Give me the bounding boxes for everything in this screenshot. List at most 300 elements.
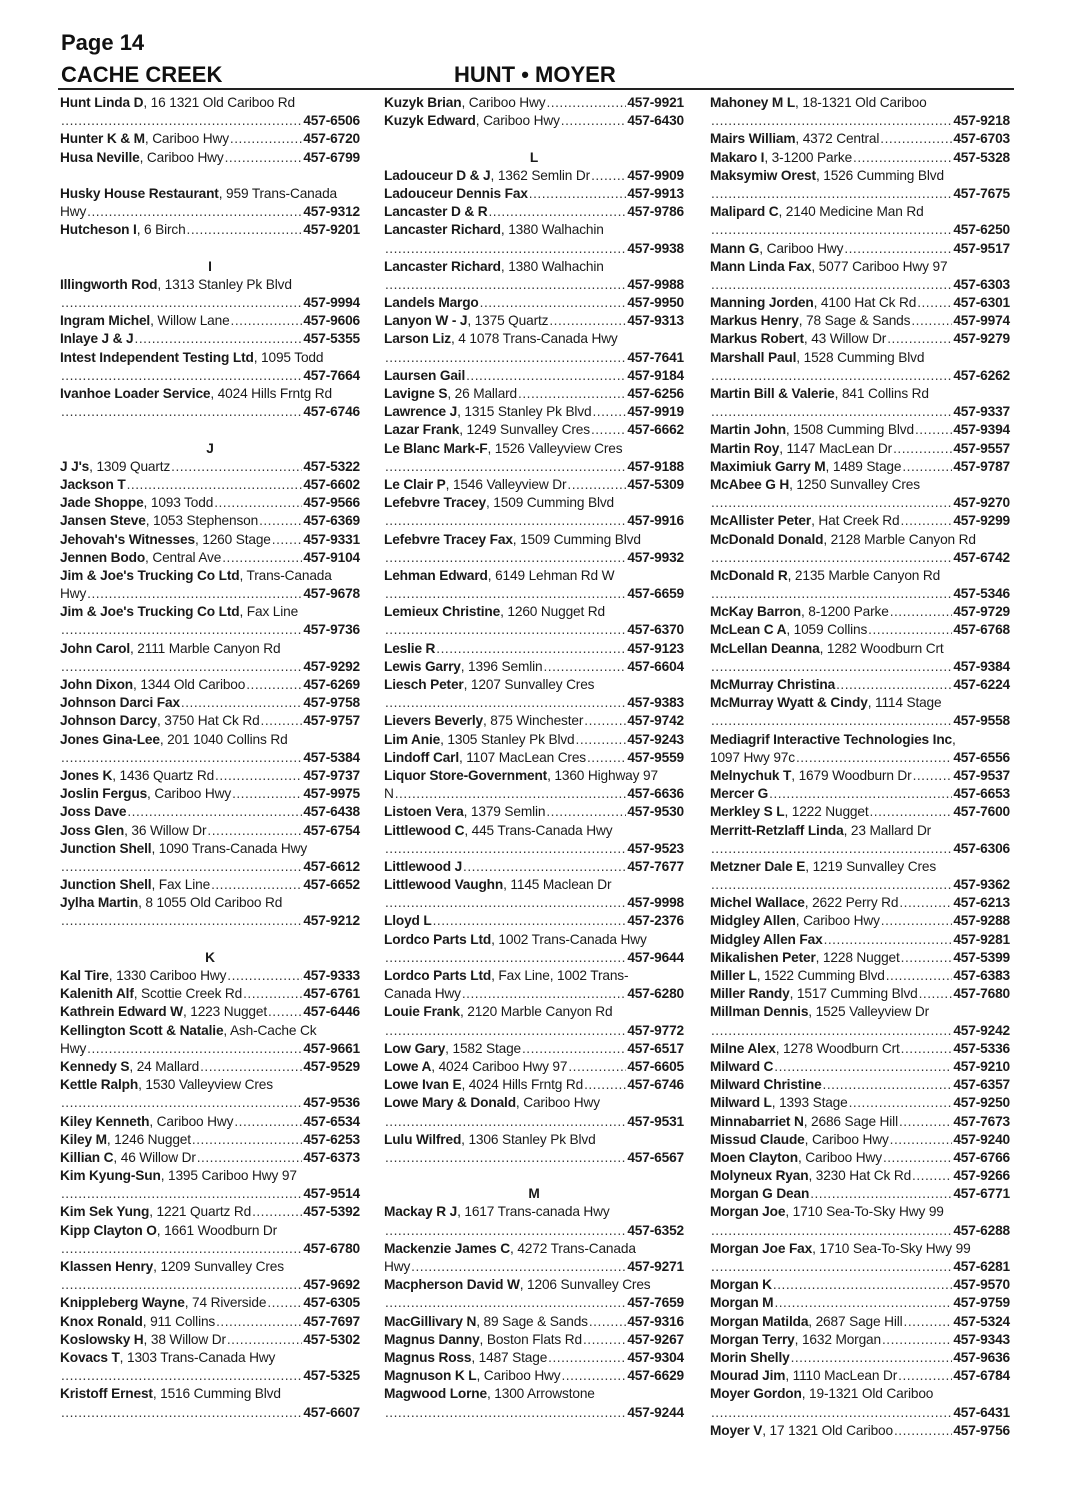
phone-number: 457-9661	[303, 1040, 360, 1056]
dot-leader	[227, 1331, 302, 1349]
dot-leader	[181, 694, 302, 712]
listing-address: , 1305 Stanley Pk Blvd	[440, 731, 575, 747]
dot-leader	[591, 167, 626, 185]
phone-number: 457-6602	[303, 476, 360, 492]
listing-text	[384, 367, 465, 385]
listing-continuation-line	[384, 694, 684, 712]
listing-entry	[60, 894, 360, 912]
phone-number: 457-9644	[627, 949, 684, 965]
dot-leader	[200, 1058, 302, 1076]
dot-leader	[518, 385, 626, 403]
dot-leader	[810, 1185, 952, 1203]
listing-text	[384, 1313, 588, 1331]
listing-address: , 1114 Stage	[867, 695, 942, 711]
listing-name: Magnus Ross	[384, 1349, 472, 1365]
dot-leader	[216, 1313, 302, 1331]
phone-number: 457-9921	[627, 95, 684, 110]
listing-name: Maximiuk Garry M	[710, 458, 826, 474]
listing-address: , 17 1321 Old Cariboo	[762, 1422, 893, 1438]
listing-entry	[60, 1149, 360, 1167]
listing-text	[710, 694, 941, 712]
listing-text	[60, 1331, 226, 1349]
listing-name: Liquor Store-Government	[384, 767, 548, 783]
listing-address: Hwy	[384, 1259, 411, 1274]
listing-address: , 2687 Sage Hill	[808, 1313, 903, 1329]
dot-leader	[385, 1113, 626, 1131]
phone-number: 457-7664	[303, 367, 360, 383]
dot-leader	[711, 221, 952, 239]
dot-leader	[261, 712, 303, 730]
listing-address: , 4372 Central	[795, 131, 880, 147]
listing-text	[710, 1422, 893, 1440]
dot-leader	[711, 403, 952, 421]
listing-text	[710, 912, 880, 930]
phone-number: 457-9271	[627, 1259, 684, 1274]
listing-text	[710, 931, 823, 949]
listing-name: Lowe A	[384, 1058, 432, 1074]
listing-address: , 1147 MacLean Dr	[779, 440, 893, 456]
phone-number: 457-9998	[627, 895, 684, 911]
listing-entry	[60, 312, 360, 330]
listing-name: Inlaye J & J	[60, 331, 134, 347]
phone-number: 457-6653	[953, 786, 1010, 802]
listing-text	[384, 712, 583, 730]
listing-continuation-line	[60, 367, 360, 385]
listing-name: McKay Barron	[710, 604, 801, 620]
phone-number: 457-9123	[627, 640, 684, 656]
listing-name: Martin Bill & Valerie	[710, 386, 835, 401]
listing-text	[384, 1058, 567, 1076]
listing-text	[60, 458, 170, 476]
listing-entry	[710, 767, 1010, 785]
listing-name: Merkley S L	[710, 804, 785, 820]
listing-text	[384, 403, 591, 421]
listing-address: , 1309 Quartz	[89, 458, 171, 474]
phone-number: 457-7697	[303, 1313, 360, 1329]
phone-number: 457-7641	[627, 349, 684, 365]
listing-continuation-line	[384, 1294, 684, 1312]
listing-continuation-line	[710, 1222, 1010, 1240]
listing-entry	[710, 1276, 1010, 1294]
phone-number: 457-9756	[953, 1422, 1010, 1438]
phone-number: 457-9994	[303, 295, 360, 311]
listing-name: Mourad Jim	[710, 1368, 786, 1384]
listing-entry	[710, 640, 1010, 658]
listing-text	[710, 967, 885, 985]
dot-leader	[385, 621, 626, 639]
listing-continuation-line	[60, 658, 360, 676]
listing-text	[60, 840, 307, 858]
phone-number: 457-9530	[627, 804, 684, 820]
listing-address: , 1221 Quartz Rd	[149, 1204, 252, 1220]
listing-name: Kipp Clayton O	[60, 1222, 157, 1238]
listing-address: , 1002 Trans-Canada Hwy	[491, 931, 647, 947]
listing-name: Markus Robert	[710, 331, 804, 347]
listing-address: , 4024 Hills Frntg Rd	[461, 1077, 584, 1093]
listing-text	[60, 712, 260, 730]
listing-entry	[384, 385, 684, 403]
listing-text	[710, 458, 901, 476]
listing-name: Littlewood C	[384, 822, 465, 838]
listing-name: Lancaster D & R	[384, 204, 488, 220]
phone-number: 457-9975	[303, 786, 360, 802]
phone-number: 457-9529	[303, 1058, 360, 1074]
listing-address: , 2622 Perry Rd	[804, 895, 899, 911]
listing-text	[710, 1185, 809, 1203]
phone-number: 457-9559	[627, 749, 684, 765]
dot-leader	[61, 1367, 302, 1385]
listing-continuation-line	[384, 621, 684, 639]
listing-entry	[60, 1113, 360, 1131]
listing-address: , Fax Line, 1002 Trans-	[491, 968, 629, 983]
phone-number: 457-9786	[627, 204, 684, 220]
listing-name: Kristoff Ernest	[60, 1386, 153, 1402]
phone-number: 457-6612	[303, 858, 360, 874]
dot-leader	[881, 912, 953, 930]
listing-text	[60, 531, 271, 549]
listing-address: , 1313 Stanley Pk Blvd	[157, 276, 292, 292]
listing-name: Manning Jorden	[710, 295, 814, 311]
phone-number: 457-5328	[953, 149, 1010, 165]
listing-address: , 2128 Marble Canyon Rd	[823, 531, 976, 547]
listing-text	[384, 312, 548, 330]
listing-address: , 201 1040 Collins Rd	[159, 731, 288, 747]
listing-entry	[60, 476, 360, 494]
phone-number: 457-9184	[627, 367, 684, 383]
listing-entry	[710, 476, 1010, 494]
listing-text	[384, 1003, 612, 1021]
listing-name: Milward Christine	[710, 1077, 822, 1093]
listing-address: , 2686 Sage Hill	[803, 1113, 898, 1129]
listing-name: Lindoff Carl	[384, 749, 459, 765]
listing-name: Ladouceur D & J	[384, 167, 491, 183]
listing-name: Kettle Ralph	[60, 1077, 139, 1093]
listing-continuation-line	[384, 349, 684, 367]
listing-entry	[384, 294, 684, 312]
listing-name: Junction Shell	[60, 877, 152, 893]
listing-entry	[60, 458, 360, 476]
listing-address: , 2140 Medicine Man Rd	[778, 204, 924, 220]
listing-name: Lavigne S	[384, 386, 448, 401]
phone-number: 457-6224	[953, 677, 1010, 692]
dot-leader	[584, 1076, 626, 1094]
listing-text	[384, 640, 435, 658]
phone-number: 457-6659	[627, 586, 684, 602]
dot-leader	[61, 1240, 302, 1258]
phone-number: 457-9313	[627, 313, 684, 329]
phone-number: 457-6262	[953, 367, 1010, 383]
listing-entry	[384, 1003, 684, 1021]
dot-leader	[774, 1058, 952, 1076]
listing-name: Lazar Frank	[384, 422, 460, 438]
listing-name: Intest Independent Testing Ltd	[60, 349, 254, 365]
listing-address: , 1516 Cumming Blvd	[152, 1386, 281, 1402]
listing-address: , 445 Trans-Canada Hwy	[464, 822, 613, 838]
listing-continuation-line	[60, 749, 360, 767]
listing-entry	[60, 549, 360, 567]
dot-leader	[711, 1258, 952, 1276]
listing-address: , 1228 Nugget	[815, 949, 900, 965]
listing-continuation-line	[384, 1113, 684, 1131]
listing-entry	[60, 130, 360, 148]
dot-leader	[589, 1313, 626, 1331]
dot-leader	[385, 1022, 626, 1040]
listing-text	[384, 185, 528, 203]
dot-leader	[385, 240, 626, 258]
listing-address: , 1362 Semlin Dr	[490, 167, 591, 183]
listing-text	[384, 822, 612, 840]
phone-number: 457-9909	[627, 167, 684, 183]
listing-address: , 1330 Cariboo Hwy	[108, 968, 227, 983]
dot-leader	[192, 1131, 302, 1149]
listing-entry	[384, 203, 684, 221]
listing-entry	[384, 803, 684, 821]
listing-text	[710, 149, 852, 167]
listing-entry	[384, 112, 684, 130]
phone-number: 457-6771	[953, 1186, 1010, 1202]
listing-entry	[60, 1331, 360, 1349]
listing-address: , 1249 Sunvalley Cres	[459, 422, 590, 438]
dot-leader	[135, 330, 303, 348]
dot-leader	[904, 1313, 953, 1331]
listing-address: , 23 Mallard Dr	[843, 822, 932, 838]
town-heading: CACHE CREEK	[61, 62, 223, 87]
listing-continuation-line	[60, 621, 360, 639]
listing-text	[710, 130, 879, 148]
listing-text	[710, 985, 918, 1003]
listing-name: Magnuson K L	[384, 1368, 477, 1384]
listing-address: , 4024 Hills Frntg Rd	[210, 386, 332, 401]
dot-leader	[901, 949, 953, 967]
dot-leader	[561, 112, 627, 130]
listing-name: Lowe Ivan E	[384, 1077, 462, 1093]
listing-text	[384, 221, 604, 239]
listing-entry	[384, 1276, 684, 1294]
phone-number: 457-9916	[627, 513, 684, 529]
listing-name: Jones Gina-Lee	[60, 731, 160, 747]
listing-entry	[384, 658, 684, 676]
listing-name: Magnus Danny	[384, 1331, 480, 1347]
listing-text	[710, 531, 976, 549]
phone-number: 457-9267	[627, 1331, 684, 1347]
dot-leader	[385, 1149, 626, 1167]
dot-leader	[385, 1222, 626, 1240]
dot-leader	[887, 330, 952, 348]
listing-name: Mikalishen Peter	[710, 949, 816, 965]
listing-entry	[710, 458, 1010, 476]
phone-number: 457-6446	[303, 1004, 360, 1020]
listing-address: , 1509 Cumming Blvd	[486, 495, 615, 511]
listing-name: Le Blanc Mark-F	[384, 440, 488, 456]
listing-name: Low Gary	[384, 1040, 446, 1056]
phone-number: 457-9606	[303, 313, 360, 329]
dot-leader	[272, 531, 303, 549]
listing-text	[60, 149, 224, 167]
listing-text	[384, 603, 605, 621]
listing-address: , 1300 Arrowstone	[486, 1386, 595, 1402]
listing-address: , 1303 Trans-Canada Hwy	[119, 1349, 276, 1365]
listing-address: , 46 Willow Dr	[113, 1149, 196, 1165]
listing-name: Joss Dave	[60, 804, 127, 820]
listing-text	[384, 876, 611, 894]
listing-name: Liesch Peter	[384, 677, 464, 692]
listing-text	[710, 567, 940, 585]
listing-name: Lordco Parts Ltd	[384, 968, 492, 983]
listing-address: , 5077 Cariboo Hwy 97	[811, 258, 948, 274]
dot-leader	[587, 749, 626, 767]
listing-address: , 875 Winchester	[482, 713, 584, 729]
listing-address: , 3-1200 Parke	[764, 149, 853, 165]
listing-text	[384, 1276, 651, 1294]
letter-heading: K	[205, 949, 215, 965]
listing-text	[60, 1167, 297, 1185]
dot-leader	[711, 1222, 952, 1240]
dot-leader	[225, 149, 303, 167]
listing-name: Morgan Terry	[710, 1331, 795, 1347]
phone-number: 457-9337	[953, 404, 1010, 420]
listing-name: Lanyon W - J	[384, 313, 468, 329]
listing-address: , 911 Collins	[142, 1313, 216, 1329]
phone-number: 457-6438	[303, 804, 360, 820]
dot-leader	[488, 203, 626, 221]
listing-name: Lancaster Richard	[384, 222, 501, 238]
dot-leader	[711, 1022, 952, 1040]
listing-text	[384, 1094, 600, 1112]
listing-entry	[60, 967, 360, 985]
dot-leader	[883, 1149, 952, 1167]
phone-number: 457-5324	[953, 1313, 1010, 1329]
listing-entry	[384, 749, 684, 767]
listing-name: Johnson Darcy	[60, 713, 157, 729]
phone-number: 457-9312	[303, 204, 360, 220]
listing-address: , Fax Line	[239, 604, 299, 620]
listing-text	[60, 1022, 316, 1040]
listing-text	[384, 803, 545, 821]
dot-leader	[171, 458, 302, 476]
listing-text	[710, 949, 900, 967]
listing-entry	[60, 1313, 360, 1331]
listing-entry	[384, 822, 684, 840]
listing-address: , 1053 Stephenson	[145, 513, 259, 529]
section-spacer	[384, 1167, 684, 1185]
listing-text	[384, 1040, 521, 1058]
listing-name: Listoen Vera	[384, 804, 464, 820]
listing-text	[384, 203, 487, 221]
listing-entry	[384, 676, 684, 694]
phone-number: 457-5302	[303, 1331, 360, 1347]
listing-entry	[60, 531, 360, 549]
listing-text	[710, 603, 889, 621]
listing-continuation-line	[384, 949, 684, 967]
phone-number: 457-5325	[303, 1368, 360, 1384]
listing-text	[60, 567, 332, 585]
dot-leader	[395, 785, 627, 803]
phone-number: 457-6768	[953, 622, 1010, 638]
listing-address: , 1209 Sunvalley Cres	[153, 1259, 284, 1274]
listing-continuation-line	[384, 1404, 684, 1422]
listing-name: Knippleberg Wayne	[60, 1295, 185, 1311]
listing-name: Littlewood Vaughn	[384, 877, 504, 893]
dot-leader	[61, 658, 302, 676]
listing-continuation-line	[384, 840, 684, 858]
listing-address: , 1487 Stage	[471, 1349, 548, 1365]
listing-name: Lewis Garry	[384, 658, 461, 674]
dot-leader	[711, 549, 952, 567]
phone-number: 457-9304	[627, 1349, 684, 1365]
listing-text	[60, 1313, 215, 1331]
phone-number: 457-6754	[303, 822, 360, 838]
listing-continuation-line	[60, 294, 360, 312]
listing-text	[60, 676, 245, 694]
listing-entry	[384, 367, 684, 385]
listing-address: , 4024 Cariboo Hwy 97	[431, 1058, 568, 1074]
listing-name: Martin Roy	[710, 440, 780, 456]
phone-number: 457-9201	[303, 222, 360, 238]
listing-text	[60, 203, 86, 221]
listing-text	[384, 967, 628, 985]
listing-text	[710, 421, 914, 439]
listing-continuation-line	[710, 1022, 1010, 1040]
listing-entry	[710, 1094, 1010, 1112]
listing-name: Lehman Edward	[384, 567, 488, 583]
listing-continuation-line	[384, 1149, 684, 1167]
dot-leader	[546, 803, 626, 821]
phone-number: 457-9281	[953, 931, 1010, 947]
dot-leader	[562, 1367, 627, 1385]
listing-entry	[384, 1331, 684, 1349]
dot-leader	[567, 476, 626, 494]
listing-address: , 1375 Quartz	[467, 313, 549, 329]
listing-continuation-line	[710, 712, 1010, 730]
listing-entry	[60, 712, 360, 730]
dot-leader	[522, 1040, 626, 1058]
listing-name: Littlewood J	[384, 858, 463, 874]
listing-name: Millman Dennis	[710, 1004, 809, 1020]
listing-address: , 1306 Stanley Pk Blvd	[461, 1131, 596, 1147]
listing-continuation-line	[384, 894, 684, 912]
listing-continuation-line	[710, 185, 1010, 203]
listing-range-heading: HUNT • MOYER	[454, 62, 616, 87]
phone-number: 457-9243	[627, 731, 684, 747]
dot-leader	[230, 130, 302, 148]
listing-name: Louie Frank	[384, 1004, 460, 1020]
letter-heading: L	[529, 149, 539, 165]
listing-text	[384, 567, 614, 585]
listing-text	[384, 167, 590, 185]
listing-name: J J's	[60, 458, 90, 474]
listing-address: , Trans-Canada	[239, 567, 332, 583]
listing-address: , 1344 Old Cariboo	[133, 677, 246, 692]
listing-address: , Cariboo Hwy	[759, 240, 844, 256]
dot-leader	[711, 112, 952, 130]
listing-name: Jim & Joe's Trucking Co Ltd	[60, 567, 240, 583]
listing-address: , 1260 Stage	[194, 531, 271, 547]
listing-name: Jones K	[60, 767, 113, 783]
listing-name: Koslowsky H	[60, 1331, 144, 1347]
listing-entry	[384, 1203, 684, 1221]
listing-address: , Cariboo Hwy	[139, 149, 224, 165]
dot-leader	[61, 749, 302, 767]
listing-address: , 1282 Woodburn Crt	[819, 640, 944, 656]
phone-number: 457-6306	[953, 840, 1010, 856]
listing-name: Jansen Steve	[60, 513, 146, 529]
listing-entry	[710, 785, 1010, 803]
listing-address: ,	[952, 731, 956, 747]
listing-address: , 78 Sage & Sands	[798, 313, 911, 329]
listing-continuation-line	[384, 1222, 684, 1240]
listing-address: , 1393 Stage	[771, 1095, 848, 1111]
listing-name: Jackson T	[60, 476, 126, 492]
